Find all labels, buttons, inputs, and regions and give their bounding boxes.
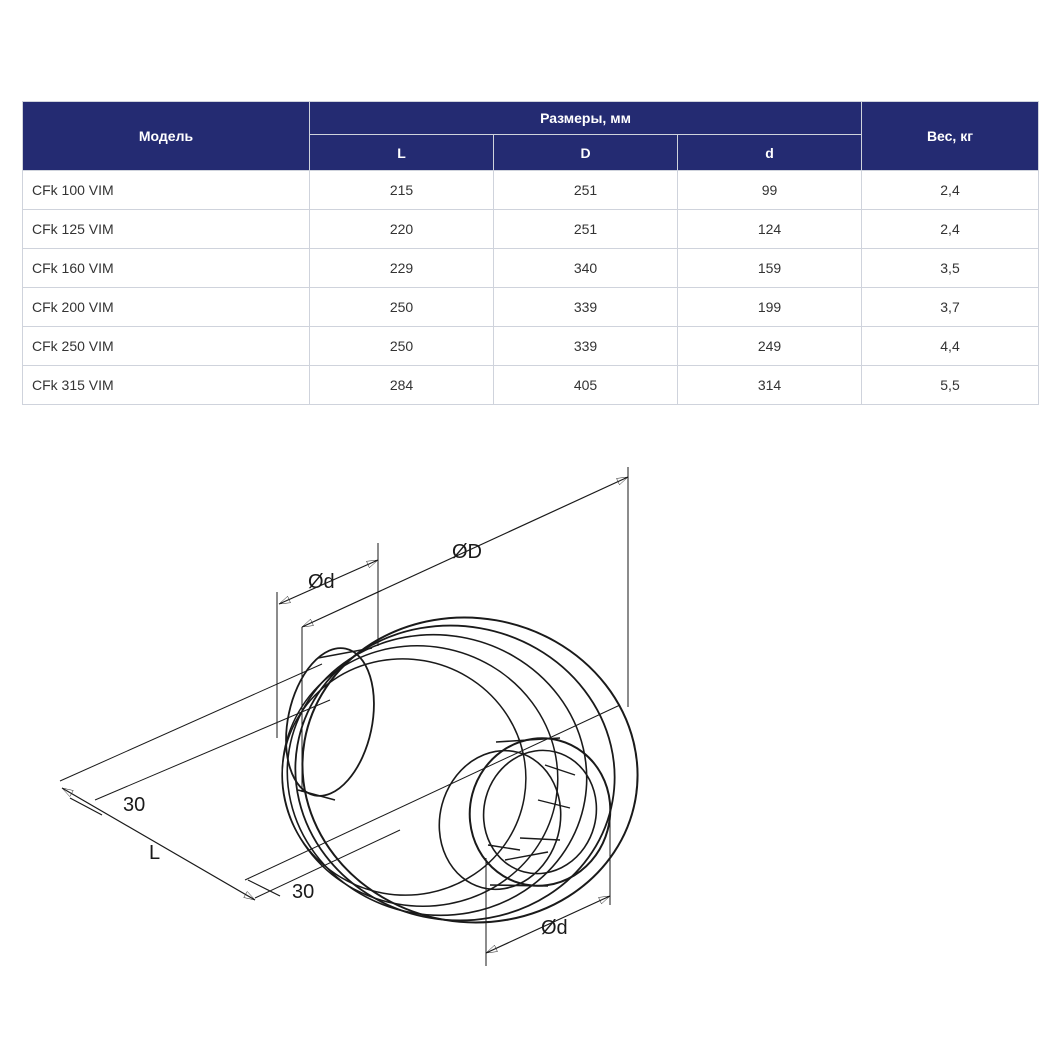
table-row <box>23 366 1039 405</box>
fan-body-outline <box>262 591 662 949</box>
cell-weight: 4,4 <box>862 327 1039 366</box>
header-dimensions: Размеры, мм <box>310 102 862 135</box>
cell-length: 250 <box>310 288 494 327</box>
cell-model: CFk 125 VIM <box>23 210 310 249</box>
cell-inner-diameter: 99 <box>678 171 862 210</box>
length-label: L <box>149 842 161 864</box>
fan-dimension-drawing <box>0 440 1061 1061</box>
cell-outer-diameter: 339 <box>494 327 678 366</box>
cell-weight: 3,5 <box>862 249 1039 288</box>
table-row <box>23 327 1039 366</box>
inlet-spigot-ring <box>273 640 386 804</box>
table-row <box>23 171 1039 210</box>
offset-back-label: 30 <box>123 794 146 816</box>
outlet-diameter-label: Ød <box>541 917 568 939</box>
extension-line <box>255 830 400 898</box>
specifications-table <box>22 101 1039 405</box>
cell-inner-diameter: 314 <box>678 366 862 405</box>
cell-outer-diameter: 340 <box>494 249 678 288</box>
outer-diameter-label: ØD <box>452 541 482 563</box>
header-model: Модель <box>23 102 310 171</box>
cell-model: CFk 160 VIM <box>23 249 310 288</box>
cell-weight: 3,7 <box>862 288 1039 327</box>
cell-model: CFk 100 VIM <box>23 171 310 210</box>
outlet-spigot-rim <box>453 722 627 901</box>
cell-length: 215 <box>310 171 494 210</box>
cell-model: CFk 200 VIM <box>23 288 310 327</box>
cell-inner-diameter: 199 <box>678 288 862 327</box>
table-row <box>23 249 1039 288</box>
cell-inner-diameter: 249 <box>678 327 862 366</box>
header-weight: Вес, кг <box>862 102 1039 171</box>
cell-length: 229 <box>310 249 494 288</box>
inlet-diameter-label: Ød <box>308 571 335 593</box>
outlet-spigot-edge <box>490 885 548 886</box>
cell-length: 250 <box>310 327 494 366</box>
housing-ring <box>278 591 662 949</box>
cell-weight: 5,5 <box>862 366 1039 405</box>
table-row <box>23 210 1039 249</box>
cell-outer-diameter: 251 <box>494 210 678 249</box>
cell-weight: 2,4 <box>862 171 1039 210</box>
cell-model: CFk 250 VIM <box>23 327 310 366</box>
dimension-line <box>70 798 102 815</box>
cell-length: 284 <box>310 366 494 405</box>
cell-outer-diameter: 405 <box>494 366 678 405</box>
cell-inner-diameter: 159 <box>678 249 862 288</box>
header-inner-diameter: d <box>678 135 862 171</box>
cell-outer-diameter: 339 <box>494 288 678 327</box>
impeller-blade <box>505 852 548 860</box>
cell-inner-diameter: 124 <box>678 210 862 249</box>
cell-model: CFk 315 VIM <box>23 366 310 405</box>
offset-front-label: 30 <box>292 881 315 903</box>
dimension-lines <box>60 467 628 966</box>
impeller-blade <box>545 765 575 775</box>
header-outer-diameter: D <box>494 135 678 171</box>
cell-length: 220 <box>310 210 494 249</box>
housing-ring <box>263 640 544 915</box>
outlet-flange-ring <box>424 737 576 903</box>
header-length: L <box>310 135 494 171</box>
cell-outer-diameter: 251 <box>494 171 678 210</box>
cell-weight: 2,4 <box>862 210 1039 249</box>
impeller-blade <box>520 838 560 840</box>
table-row <box>23 288 1039 327</box>
